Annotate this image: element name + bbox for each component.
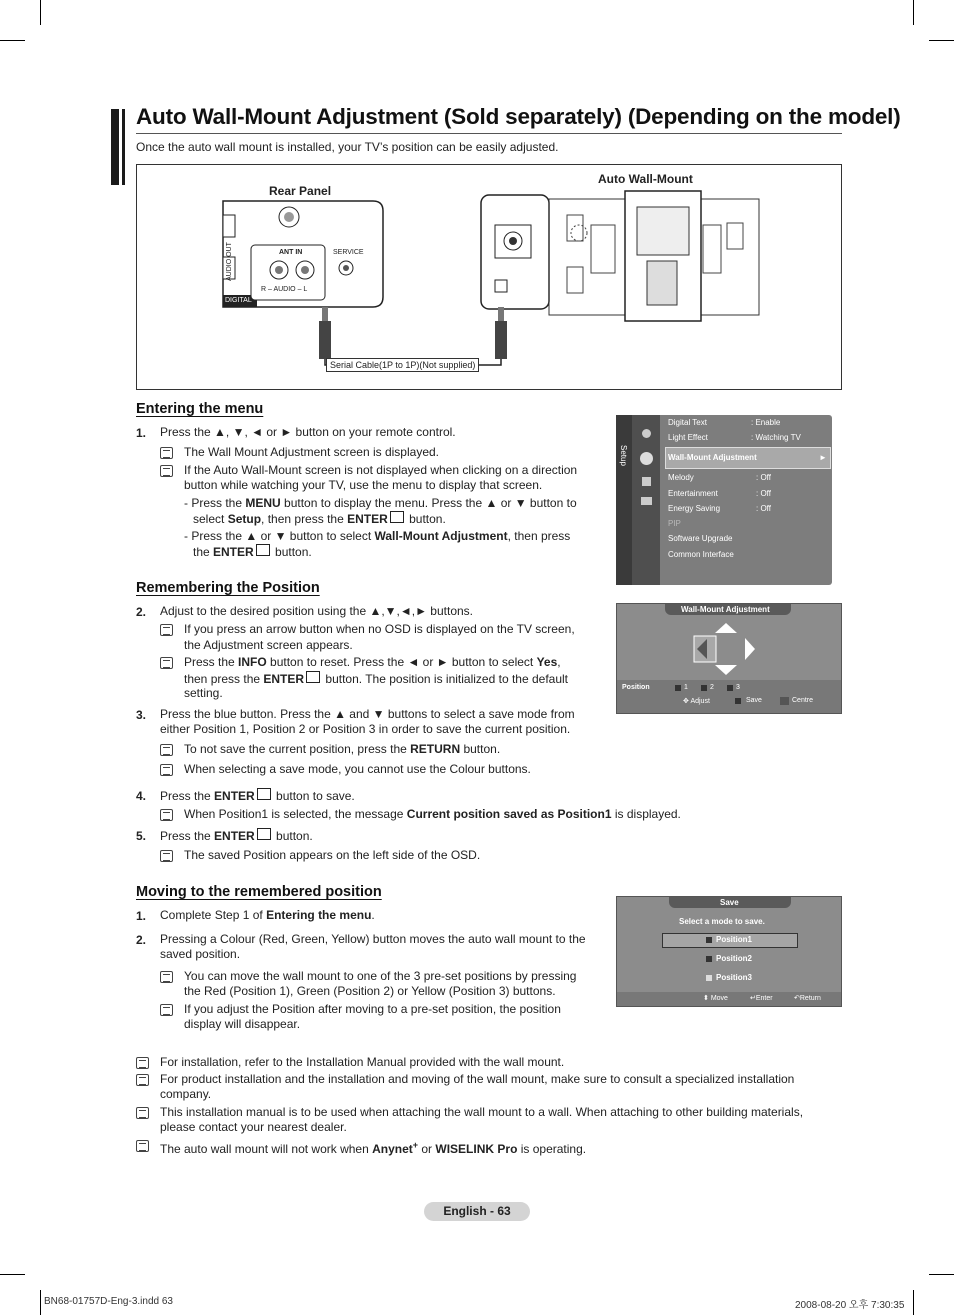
osd-title: Save	[720, 898, 739, 907]
title-accent-gap	[119, 109, 122, 185]
save-option: Position1	[716, 935, 753, 944]
digital-label: DIGITAL	[225, 297, 252, 304]
crop-mark	[929, 1274, 954, 1275]
crop-mark	[0, 40, 25, 41]
crop-mark	[40, 0, 41, 25]
note-text: the Red (Position 1), Green (Position 2) or Yellow (Position 3) buttons.	[184, 984, 556, 998]
osd-row-value: : Watching TV	[751, 433, 801, 442]
step-text: Adjust to the desired position using the ▲,▼,◄,► buttons.	[160, 604, 474, 618]
note-text: display will disappear.	[184, 1017, 301, 1031]
title-rule	[136, 133, 842, 134]
step-text: saved position.	[160, 947, 241, 961]
osd-side-label: Setup	[619, 445, 628, 466]
note-text: If you adjust the Position after moving to a pre-set position, the position	[184, 1002, 561, 1016]
osd-setup-menu	[616, 415, 832, 585]
connection-figure	[136, 164, 842, 390]
crop-mark	[929, 40, 954, 41]
step-number: 2.	[136, 605, 147, 619]
service-label: SERVICE	[333, 249, 364, 256]
osd-row-label: Light Effect	[668, 433, 708, 442]
section-heading-moving: Moving to the remembered position	[136, 884, 382, 900]
note-text: For product installation and the installation and moving of the wall mount, make sure to consult a specialized installation	[160, 1072, 795, 1086]
note-text: Press the INFO button to reset. Press the ◄ or ► button to select Yes,	[184, 655, 561, 669]
osd-row-label: Energy Saving	[668, 504, 721, 513]
osd-title: Wall-Mount Adjustment	[681, 605, 770, 614]
osd-row-value: : Off	[756, 473, 771, 482]
ant-in-label: ANT IN	[279, 249, 303, 256]
osd-row-label: PIP	[668, 519, 681, 528]
note-text: the Adjustment screen appears.	[184, 638, 353, 652]
auto-wall-mount-label: Auto Wall-Mount	[598, 172, 693, 186]
note-text: To not save the current position, press the RETURN button.	[184, 742, 501, 756]
sub-step: select Setup, then press the ENTER button.	[193, 512, 446, 526]
note-text: If you press an arrow button when no OSD is displayed on the TV screen,	[184, 622, 575, 636]
enter-icon	[256, 544, 270, 556]
save-option: Position2	[716, 954, 753, 963]
note-text: company.	[160, 1087, 212, 1101]
note-text: The saved Position appears on the left side of the OSD.	[184, 848, 481, 862]
position-3-label: 3	[736, 684, 740, 691]
direction-arrows-icon	[693, 623, 755, 675]
note-icon	[160, 744, 173, 756]
enter-icon	[306, 671, 320, 683]
rear-panel-label: Rear Panel	[269, 184, 332, 198]
audio-out-label: AUDIO OUT	[226, 242, 233, 281]
step-number: 2.	[136, 933, 147, 947]
position-1-label: 1	[684, 684, 688, 691]
note-text: The auto wall mount will not work when Anynet+ or WISELINK Pro is operating.	[160, 1140, 587, 1156]
position-2-marker	[701, 685, 707, 691]
step-text: Press the ENTER button.	[160, 829, 313, 843]
position-label: Position	[622, 684, 650, 691]
save-button-marker	[735, 698, 741, 704]
sub-step: - Press the ▲ or ▼ button to select Wall-Mount Adjustment, then press	[184, 529, 571, 543]
crop-mark	[913, 1290, 914, 1315]
enter-icon	[390, 511, 404, 523]
position1-marker	[706, 937, 712, 943]
move-hint: ⬍ Move	[703, 995, 728, 1002]
step-text: Press the blue button. Press the ▲ and ▼ buttons to select a save mode from	[160, 707, 575, 721]
crop-mark	[913, 0, 914, 25]
save-option: Position3	[716, 973, 753, 982]
step-text: Pressing a Colour (Red, Green, Yellow) button moves the auto wall mount to the	[160, 932, 586, 946]
osd-row-label: Melody	[668, 473, 694, 482]
note-text: please contact your nearest dealer.	[160, 1120, 347, 1134]
note-icon	[136, 1140, 149, 1152]
step-number: 1.	[136, 909, 147, 923]
page-number-badge: English - 63	[424, 1202, 530, 1221]
audio-label: R – AUDIO – L	[261, 286, 308, 293]
title-accent-bar	[111, 109, 125, 185]
note-icon	[160, 850, 173, 862]
osd-row-label: Common Interface	[668, 550, 734, 559]
osd-sidebar	[616, 415, 632, 585]
rear-panel-diagram	[137, 165, 841, 389]
footer-timestamp: 2008-08-20 오후 7:30:35	[795, 1300, 905, 1311]
position2-marker	[706, 956, 712, 962]
note-text: For installation, refer to the Installation Manual provided with the wall mount.	[160, 1055, 565, 1069]
section-heading-entering-menu: Entering the menu	[136, 401, 264, 417]
osd-row-value: : Off	[756, 504, 771, 513]
adjust-hint: ✥ Adjust	[683, 698, 710, 705]
gear-icon	[640, 452, 653, 465]
note-icon	[160, 624, 173, 636]
crop-mark	[40, 1290, 41, 1315]
application-icon	[641, 497, 652, 505]
note-icon	[160, 657, 173, 669]
step-text: Press the ENTER button to save.	[160, 789, 355, 803]
osd-save	[616, 896, 842, 1007]
note-icon	[160, 465, 173, 477]
osd-row-value: : Enable	[751, 418, 781, 427]
cable-label: Serial Cable(1P to 1P)(Not supplied)	[326, 358, 479, 372]
sub-step: - Press the MENU button to display the menu. Press the ▲ or ▼ button to	[184, 496, 577, 510]
osd-row-value: : Off	[756, 489, 771, 498]
footer-filename: BN68-01757D-Eng-3.indd 63	[44, 1296, 173, 1307]
position-2-label: 2	[710, 684, 714, 691]
note-text: You can move the wall mount to one of the 3 pre-set positions by pressing	[184, 969, 577, 983]
note-icon	[160, 447, 173, 459]
section-heading-remembering: Remembering the Position	[136, 580, 320, 596]
osd-row-label: Software Upgrade	[668, 534, 733, 543]
enter-icon	[257, 788, 271, 800]
crop-mark	[0, 1274, 25, 1275]
step-number: 3.	[136, 708, 147, 722]
position-1-marker	[675, 685, 681, 691]
step-text: Press the ▲, ▼, ◄ or ► button on your remote control.	[160, 425, 456, 439]
note-text: The Wall Mount Adjustment screen is displayed.	[184, 445, 440, 459]
note-text: setting.	[184, 686, 223, 700]
note-text: then press the ENTER button. The position is initialized to the default	[184, 672, 568, 686]
return-hint: ↶Return	[794, 995, 821, 1002]
picture-icon	[642, 429, 651, 438]
position-3-marker	[727, 685, 733, 691]
note-text: When selecting a save mode, you cannot use the Colour buttons.	[184, 762, 531, 776]
note-icon	[136, 1057, 149, 1069]
centre-button-marker	[780, 697, 789, 705]
step-text: either Position 1, Position 2 or Position 3 in order to save the current position.	[160, 722, 571, 736]
step-number: 4.	[136, 789, 147, 803]
osd-wall-mount	[616, 603, 842, 714]
step-number: 5.	[136, 829, 147, 843]
osd-row-label: Wall-Mount Adjustment	[668, 453, 757, 462]
caution-icon	[160, 764, 173, 776]
enter-icon	[257, 828, 271, 840]
intro-text: Once the auto wall mount is installed, your TV’s position can be easily adjusted.	[136, 140, 559, 154]
note-icon	[136, 1074, 149, 1086]
note-icon	[136, 1107, 149, 1119]
save-hint: Save	[746, 697, 762, 704]
note-text: This installation manual is to be used when attaching the wall mount to a wall. When attaching to other building materials,	[160, 1105, 804, 1119]
osd-row-label: Entertainment	[668, 489, 718, 498]
note-icon	[160, 809, 173, 821]
osd-row-value: ►	[819, 453, 827, 462]
input-icon	[642, 477, 651, 486]
note-icon	[160, 971, 173, 983]
note-text: button while watching your TV, use the menu to display that screen.	[184, 478, 543, 492]
sub-step: the ENTER button.	[193, 545, 312, 559]
enter-hint: ↵Enter	[750, 995, 773, 1002]
step-text: Complete Step 1 of Entering the menu.	[160, 908, 375, 922]
note-text: If the Auto Wall-Mount screen is not displayed when clicking on a direction	[184, 463, 578, 477]
position3-marker	[706, 975, 712, 981]
note-icon	[160, 1004, 173, 1016]
osd-row-label: Digital Text	[668, 418, 707, 427]
note-text: When Position1 is selected, the message Current position saved as Position1 is displayed.	[184, 807, 681, 821]
page-title: Auto Wall-Mount Adjustment (Sold separately) (Depending on the model)	[136, 104, 901, 129]
step-number: 1.	[136, 426, 147, 440]
osd-prompt: Select a mode to save.	[679, 917, 765, 926]
centre-hint: Centre	[792, 697, 814, 704]
